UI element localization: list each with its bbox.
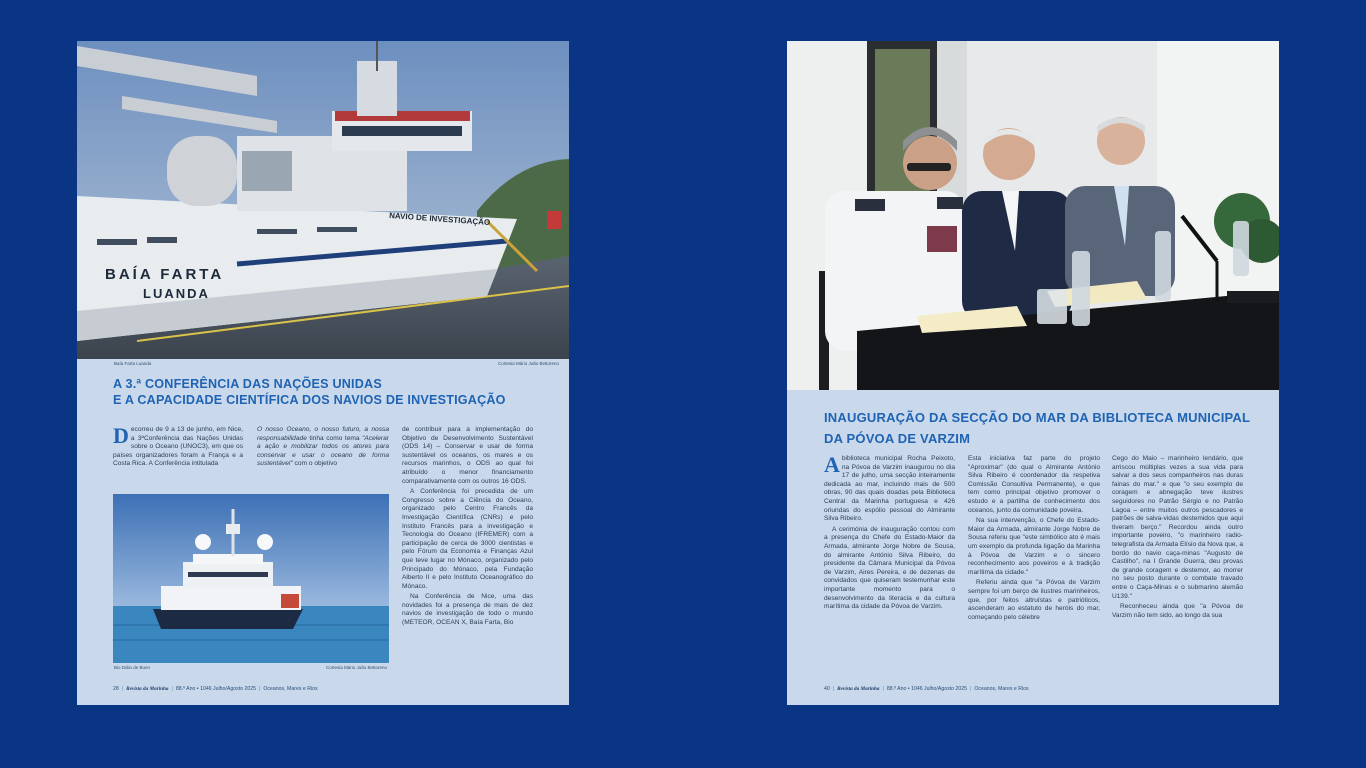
conference-title: O nosso Oceano, o nosso futuro, a nossa responsabilidade [257, 426, 389, 442]
article-heading [113, 377, 506, 408]
photo-credit: Cortesia Mário João Bettoreno [497, 361, 559, 366]
column-3-paragraph-1: de contribuir para a implementação do Objetivo de Desenvolvimento Sustentável (ODS 14) – Conservar e usar de forma sustentável os oceanos, os mares e os recursos marinhos, o ODS ao qual foi atribuído o menor financiamento comparativamente com os outros 16 ODS. [402, 426, 533, 485]
column-3-paragraph-3: Na Conferência de Nice, uma das novidades foi a presença de mais de dez navios de investigação de todo o mundo (METEOR, OCEAN X, Baía Farta, Bio [402, 593, 533, 627]
heading-line-2: DA PÓVOA DE VARZIM [824, 431, 971, 446]
magazine-name: Revista da Marinha [837, 686, 880, 692]
drop-cap: A [824, 455, 840, 477]
page-number: 40 [824, 686, 830, 692]
conference-theme: "Acelerar a ação e mobilizar todos os atores para conservar e usar o oceano de forma sustentável" [257, 434, 389, 468]
magazine-name: Revista da Marinha [126, 686, 169, 692]
article-column-1 [113, 426, 243, 476]
article-column-3 [1112, 455, 1243, 669]
column-2-paragraph-2: Na sua intervenção, o Chefe do Estado-Maior da Armada, almirante Jorge Nobre de Sousa referiu que "este simbólico ato é mais um exemplo da profunda ligação da Marinha à Póvoa de Varzim e o sincero reconhecimento aos poveiros e à tradição marítima da cidade." [968, 517, 1100, 576]
article-column-1 [824, 455, 955, 669]
article-column-2 [257, 426, 389, 476]
section-name: Oceanos, Mares e Rios [974, 686, 1029, 692]
column-1-paragraph-2: A cerimónia de inauguração contou com a presença do Chefe do Estado-Maior da Armada, almirante Jorge Nobre de Sousa, do almirante António Silva Ribeiro, do presidente da Câmara Municipal da Póvoa de Varzim, Aires Pereira, e de dezenas de convidados que quiseram testemunhar este importante momento para o desenvolvimento da literacia e da cultura marítima da cidade da Póvoa de Varzim. [824, 525, 955, 611]
research-ship-at-sea-photo [113, 494, 389, 663]
issue-info: 88.º Ano • 1046 Julho/Agosto 2025 [175, 686, 257, 692]
column-3-paragraph-1: Cego do Maio – marinheiro lendário, que arriscou múltiplas vezes a sua vida para salvar a dos seus companheiros nas duras fainas do mar." e que "o seu exemplo de coragem e abnegação teve ilustres seguidores no Patrão Sérgio e no Patrão Lagoa – entre muitos outros pescadores e patrões de salva-vidas destemidos que aqui tiveram berço." Recordou ainda outro importante poveiro, "o marinheiro radio-telegrafista da Armada Elísio da Nova que, a bordo do navio caça-minas "Augusto de Castilho", na I Grande Guerra, deu provas de grande coragem e destemor, ao morrer no seu posto durante o combate travado entre o Caça-Minas e o submarino alemão U139." [1112, 455, 1243, 600]
signing-ceremony-photo [787, 41, 1279, 390]
left-magazine-page [77, 41, 569, 705]
ship-name-line1: BAÍA FARTA [105, 266, 225, 283]
ship-name-line2: LUANDA [143, 286, 210, 301]
issue-info: 88.º Ano • 1046 Julho/Agosto 2025 [886, 686, 968, 692]
right-magazine-page [787, 41, 1279, 705]
photo-caption: Baía Farta Luanda [114, 361, 152, 366]
column-2-text-a: tinha como tema [306, 434, 363, 442]
heading-line-1: INAUGURAÇÃO DA SECÇÃO DO MAR DA BIBLIOTECA MUNICIPAL [824, 410, 1251, 425]
column-1-paragraph-1: biblioteca municipal Rocha Peixoto, na Póvoa de Varzim inaugurou no dia 17 de julho, uma secção inteiramente dedicada ao mar, incluindo mais de 500 obras, 90 das quais doadas pela Biblioteca Central da Marinha portuguesa e 426 oriundas do espólio pessoal do Almirante Silva Ribeiro. [824, 455, 955, 523]
photo-2-credit: Cortesia Mário João Bettoreno [326, 665, 388, 670]
ship-baia-farta-photo [77, 41, 569, 359]
column-3-paragraph-2: Reconheceu ainda que "a Póvoa de Varzim não tem sido, ao longo da sua [1112, 603, 1243, 619]
column-1-text: ecorreu de 9 a 13 de junho, em Nice, a 3ªConferência das Nações Unidas sobre o Oceano (UNOC3), em que os países organizadores foram a França e a Costa Rica. A Conferência intitulada [113, 426, 243, 468]
column-2-paragraph-3: Referiu ainda que "a Póvoa de Varzim sempre foi um berço de ilustres marinheiros, que, por feitos altruístas e patrióticos, ascenderam ao estatuto de heróis do mar, começando pelo célebre [968, 579, 1100, 621]
heading-line-2: E A CAPACIDADE CIENTÍFICA DOS NAVIOS DE INVESTIGAÇÃO [113, 392, 506, 407]
column-2-paragraph-1: Esta iniciativa faz parte do projeto "Aproximar" (do qual o Almirante António Silva Ribeiro é coordenador da respetiva Comissão Consultiva Permanente), e que tem como principal objetivo promover o estudo e a partilha de conhecimento dos oceanos, junto da comunidade poveira. [968, 455, 1100, 514]
hull-lettering: NAVIO DE INVESTIGAÇÃO [388, 211, 491, 228]
page-number: 28 [113, 686, 119, 692]
article-column-2 [968, 455, 1100, 669]
drop-cap: D [113, 426, 129, 448]
heading-line-1: A 3.ª CONFERÊNCIA DAS NAÇÕES UNIDAS [113, 377, 382, 391]
page-footer: 40 | Revista da Marinha | 88.º Ano • 1046 Julho/Agosto 2025 | Oceanos, Mares e Rios [824, 686, 1029, 692]
page-footer: 28 | Revista da Marinha | 88.º Ano • 1046 Julho/Agosto 2025 | Oceanos, Mares e Rios [113, 686, 318, 692]
photo-2-caption: Bio Diálo de Buen [114, 665, 151, 670]
article-column-3 [402, 426, 533, 694]
column-3-paragraph-2: A Conferência foi precedida de um Congresso sobre a Ciência do Oceano, organizado pelo Centro Francês da Investigação Científica (CNRs) e pelo Instituto Francês para a investigação e Tecnologia do Oceano (IFREMER) com a participação de cerca de 3000 cientistas e pelo Fórum da Economia e Finanças Azul que teve lugar no Mónaco, organizado pelo Principado do Mónaco, pela Fundação Alberto II e pelo Instituto Oceanográfico do Mónaco. [402, 488, 533, 590]
article-heading [824, 407, 1250, 449]
column-2-text-b: com o objetivo [292, 460, 338, 468]
section-name: Oceanos, Mares e Rios [263, 686, 318, 692]
